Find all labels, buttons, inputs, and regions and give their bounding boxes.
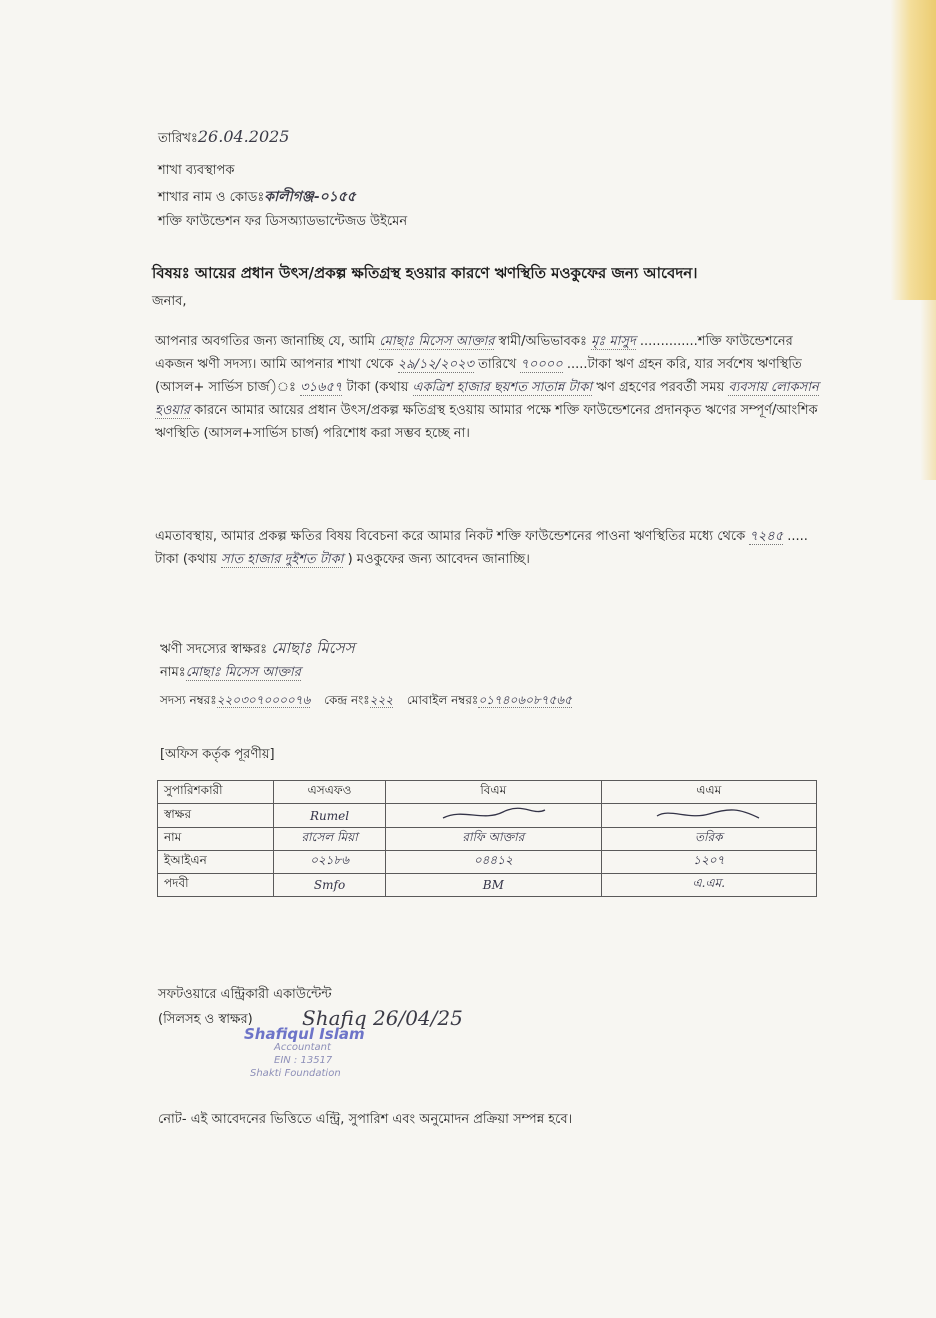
row-label-name: নাম — [158, 828, 274, 851]
branch-label: শাখার নাম ও কোডঃ — [158, 190, 265, 205]
stamp-ein: EIN : 13517 — [274, 1055, 333, 1066]
date-value: 26.04.2025 — [197, 127, 290, 146]
bm-name: রাফি আক্তার — [386, 828, 601, 851]
accountant-signature: Shafiq 26/04/25 — [302, 1006, 463, 1030]
accountant-stamp — [244, 1025, 365, 1080]
member-id-line — [160, 692, 572, 712]
accountant-title: সফটওয়ারে এন্ট্রিকারী একাউন্টেন্ট — [158, 987, 332, 1002]
table-row — [158, 804, 817, 828]
am-designation: এ.এম. — [601, 874, 816, 897]
loan-balance-words: একত্রিশ হাজার ছয়শত সাতান্ন টাকা — [412, 380, 593, 395]
bm-ein: ০৪৪১২ — [386, 851, 601, 874]
header-sfo: এসএফও — [273, 781, 385, 804]
mobile-label: মোবাইল নম্বরঃ — [406, 693, 479, 707]
row-label-ein: ইআইএন — [158, 851, 274, 874]
guardian-name: মৃঃ মাসুদ — [591, 334, 636, 349]
sfo-designation: Smfo — [273, 874, 385, 897]
waive-amount: ৭২৪৫ — [749, 529, 784, 544]
approval-table — [157, 780, 817, 897]
bm-signature-scribble — [433, 804, 553, 824]
applicant-name: মোছাঃ মিসেস আক্তার — [379, 334, 495, 349]
loan-balance: ৩১৬৫৭ — [300, 380, 343, 395]
center-number: ২২২ — [369, 693, 394, 707]
para2-text-1: এমতাবস্থায়, আমার প্রকল্প ক্ষতির বিষয় বিবেচনা করে আমার নিকট শক্তি ফাউন্ডেশনের পাওনা ঋণস্থিতির মধ্যে থেকে — [155, 529, 746, 544]
sfo-name: রাসেল মিয়া — [273, 828, 385, 851]
waive-amount-words: সাত হাজার দুইশত টাকা — [221, 552, 344, 567]
footer-note: নোট- এই আবেদনের ভিত্তিতে এন্ট্রি, সুপারিশ এবং অনুমোদন প্রক্রিয়া সম্পন্ন হবে। — [158, 1112, 573, 1127]
para1-text-5: .....টাকা ঋণ গ্রহন করি, যার সর্বশেষ ঋণস্থিতি (আসল+ সার্ভিস চার্জ)ঃ — [155, 357, 802, 395]
para2-text-3: ) মওকুফের জন্য আবেদন জানাচ্ছি। — [347, 552, 530, 567]
organization-name: শক্তি ফাউন্ডেশন ফর ডিসঅ্যাডভান্টেজড উইমেন — [158, 214, 408, 229]
para1-text-4: তারিখে — [478, 357, 517, 372]
para1-text-1: আপনার অবগতির জন্য জানাচ্ছি যে, আমি — [155, 334, 376, 349]
member-id-label: সদস্য নম্বরঃ — [160, 693, 217, 707]
center-label: কেন্দ্র নংঃ — [324, 693, 370, 707]
para1-text-6: টাকা (কথায় — [346, 380, 409, 395]
body-paragraph-2 — [155, 525, 827, 571]
bm-signature — [386, 804, 601, 828]
salutation: জনাব, — [152, 294, 187, 309]
recipient: শাখা ব্যবস্থাপক — [158, 163, 235, 178]
branch-value: কালীগঞ্জ-০১৫৫ — [264, 189, 356, 205]
am-signature — [601, 804, 816, 828]
para1-text-7: ঋণ গ্রহণের পরবর্তী সময় — [596, 380, 725, 395]
table-row — [158, 851, 817, 874]
office-use-label: [অফিস কর্তৃক পূরণীয়] — [160, 747, 275, 762]
table-row — [158, 874, 817, 897]
loan-date: ২৯/১২/২০২৩ — [397, 357, 474, 372]
header-recommender: সুপারিশকারী — [158, 781, 274, 804]
row-label-signature: স্বাক্ষর — [158, 804, 274, 828]
loan-amount: ৭০০০০ — [520, 357, 563, 372]
branch-line — [158, 185, 356, 209]
date-line — [158, 127, 289, 150]
member-name-line — [160, 663, 301, 684]
bm-designation: BM — [386, 874, 601, 897]
header-bm: বিএম — [386, 781, 601, 804]
stamp-org: Shakti Foundation — [250, 1068, 341, 1079]
subject-line: বিষয়ঃ আয়ের প্রধান উৎস/প্রকল্প ক্ষতিগ্রস্থ হওয়ার কারণে ঋণস্থিতি মওকুফের জন্য আবেদন। — [152, 264, 698, 282]
para1-text-3: ..............শক্তি ফাউন্ডেশনের একজন ঋণী সদস্য। আমি আপনার শাখা থেকে — [155, 334, 793, 372]
para2-text-2: ..... টাকা (কথায় — [155, 529, 808, 567]
stamp-name: Shafiqul Islam — [244, 1025, 365, 1043]
loss-reason: ব্যবসায় লোকসান হওয়ার — [155, 380, 819, 418]
member-id: ২২০৩০৭০০০০৭৬ — [216, 693, 311, 707]
table-row — [158, 828, 817, 851]
stamp-role: Accountant — [274, 1042, 331, 1053]
accountant-seal-label: (সিলসহ ও স্বাক্ষর) — [158, 1012, 253, 1027]
am-name: তরিক — [601, 828, 816, 851]
member-signature-line — [160, 637, 355, 662]
member-signature-label: ঋণী সদস্যের স্বাক্ষরঃ — [160, 642, 268, 657]
body-paragraph-1 — [155, 330, 827, 445]
am-signature-scribble — [649, 804, 769, 824]
approval-table-header — [158, 781, 817, 804]
para1-text-2: স্বামী/অভিভাবকঃ — [498, 334, 587, 349]
page-edge-shadow-lower — [920, 300, 936, 480]
date-label: তারিখঃ — [158, 131, 198, 146]
sfo-signature: Rumel — [273, 804, 385, 828]
header-am: এএম — [601, 781, 816, 804]
page-edge-shadow — [890, 0, 936, 300]
am-ein: ১২০৭ — [601, 851, 816, 874]
member-name: মোছাঃ মিসেস আক্তার — [185, 665, 301, 680]
member-name-label: নামঃ — [160, 665, 186, 680]
mobile-number: ০১৭৪০৬০৮৭৫৬৫ — [478, 693, 572, 707]
row-label-designation: পদবী — [158, 874, 274, 897]
member-signature: মোছাঃ মিসেস — [271, 639, 355, 657]
para1-text-8: কারনে আমার আয়ের প্রধান উৎস/প্রকল্প ক্ষতিগ্রস্থ হওয়ায় আমার পক্ষে শক্তি ফাউন্ডেশনের প্রদানকৃত ঋণের সম্পূর্ণ/আংশিক ঋণস্থিতি (আসল+সার্ভিস চার্জ) পরিশোধ করা সম্ভব হচ্ছে না। — [155, 403, 818, 441]
sfo-ein: ০২১৮৬ — [273, 851, 385, 874]
